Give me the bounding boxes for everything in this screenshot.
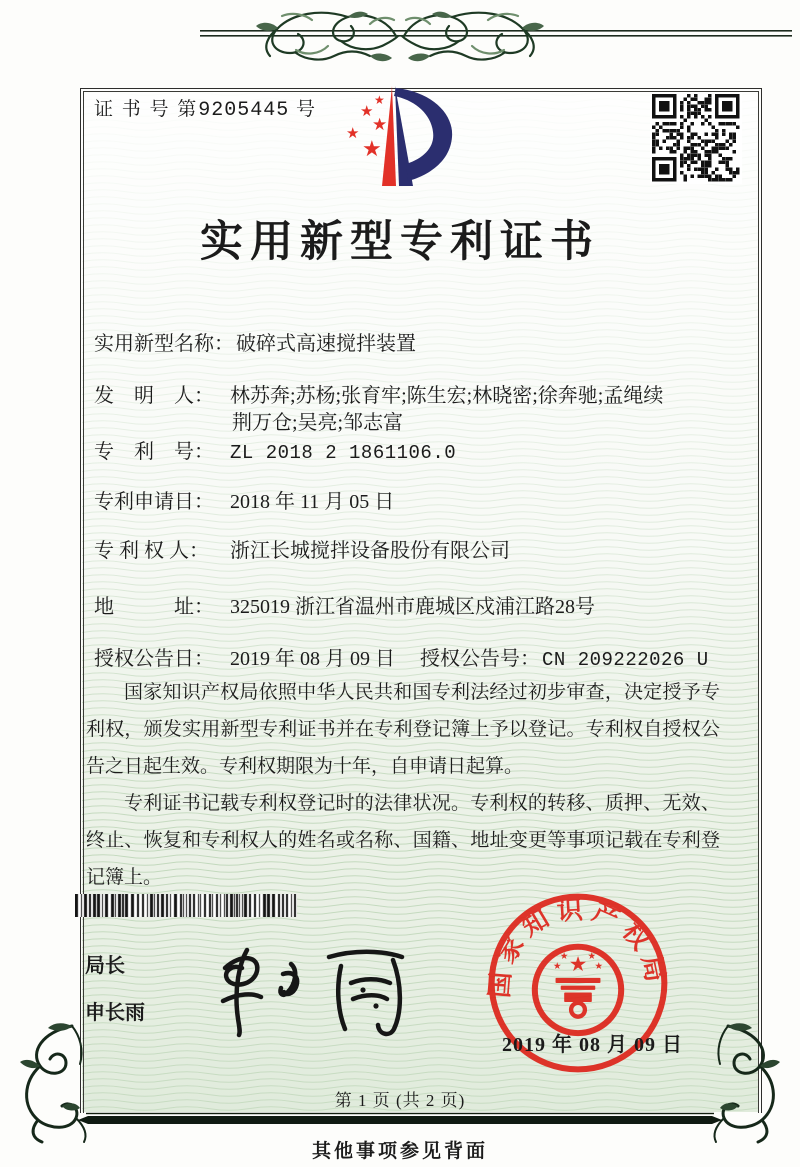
field-row-inventors-line2	[230, 406, 403, 435]
body-paragraph-2: 专利证书记载专利权登记时的法律状况。专利权的转移、质押、无效、终止、恢复和专利权人的姓名或名称、国籍、地址变更等事项记载在专利登记簿上。	[86, 793, 720, 888]
field-row-patentee	[94, 534, 510, 563]
logo-stars-icon	[346, 93, 387, 162]
field-value: 325019 浙江省温州市鹿城区戍浦江路28号	[230, 596, 595, 618]
seal-date: 2019 年 08 月 09 日	[502, 1034, 683, 1056]
svg-text:★: ★	[346, 124, 360, 142]
field-value: 2018 年 11 月 05 日	[230, 491, 395, 513]
svg-text:★: ★	[568, 951, 588, 976]
field-value: 2019 年 08 月 09 日	[230, 648, 395, 670]
svg-text:★: ★	[372, 115, 388, 135]
field-label: 发 明 人：	[94, 385, 214, 407]
body-text	[86, 674, 720, 896]
field-label: 专利申请日：	[94, 491, 214, 513]
back-note: 其他事项参见背面	[311, 1141, 488, 1162]
field-value: 荆万仓;吴亮;邹志富	[232, 412, 404, 434]
body-paragraph-1: 国家知识产权局依照中华人民共和国专利法经过初步审查，决定授予专利权，颁发实用新型专利证书并在专利登记簿上予以登记。专利权自授权公告之日起生效。专利权期限为十年，自申请日起算。	[86, 682, 720, 777]
field-row-name	[94, 327, 416, 356]
field-label: 专 利 号：	[94, 441, 214, 463]
field-row-patent-number	[94, 435, 456, 464]
qr-code	[650, 92, 742, 184]
certificate-number-suffix: 号	[296, 99, 318, 120]
barcode	[75, 894, 297, 917]
field-value: CN 209222026 U	[542, 649, 709, 671]
certificate-number-prefix: 证 书 号 第	[94, 99, 199, 120]
commissioner-signature	[195, 930, 430, 1038]
svg-text:★: ★	[559, 950, 569, 962]
top-ornament-band	[200, 6, 796, 68]
field-row-inventors	[94, 379, 663, 408]
field-value: 浙江长城搅拌设备股份有限公司	[230, 540, 510, 562]
field-label: 地 址：	[94, 596, 214, 618]
certificate-number-value: 9205445	[198, 99, 290, 122]
svg-text:★: ★	[360, 102, 374, 120]
cnipa-logo	[330, 84, 462, 198]
svg-text:★: ★	[553, 961, 562, 973]
certificate-number	[94, 94, 317, 122]
svg-text:★: ★	[594, 961, 603, 973]
bottom-rule	[78, 1112, 722, 1126]
seal-text: 国家知识产权局	[484, 894, 672, 999]
field-value: 林苏奔;苏杨;张育牢;陈生宏;林晓密;徐奔驰;孟绳续	[230, 385, 664, 407]
field-label: 专 利 权 人：	[94, 540, 209, 562]
field-label: 实用新型名称：	[94, 333, 234, 355]
field-row-address	[94, 590, 595, 619]
commissioner-title: 局长	[85, 955, 125, 977]
field-row-filing-date	[94, 485, 394, 514]
commissioner-printed-name: 申长雨	[85, 1002, 145, 1024]
certificate-title: 实用新型专利证书	[200, 219, 600, 266]
svg-text:★: ★	[374, 93, 385, 107]
page-number: 第 1 页 (共 2 页)	[334, 1091, 466, 1110]
field-row-grant-date	[94, 642, 395, 671]
field-label: 授权公告日：	[94, 648, 214, 670]
svg-text:★: ★	[587, 950, 597, 962]
field-label: 授权公告号：	[420, 648, 540, 670]
field-value: ZL 2018 2 1861106.0	[230, 442, 457, 464]
national-emblem-icon	[535, 947, 621, 1033]
field-row-grant-number	[420, 642, 709, 671]
svg-text:★: ★	[362, 137, 382, 162]
field-value: 破碎式高速搅拌装置	[236, 333, 416, 355]
